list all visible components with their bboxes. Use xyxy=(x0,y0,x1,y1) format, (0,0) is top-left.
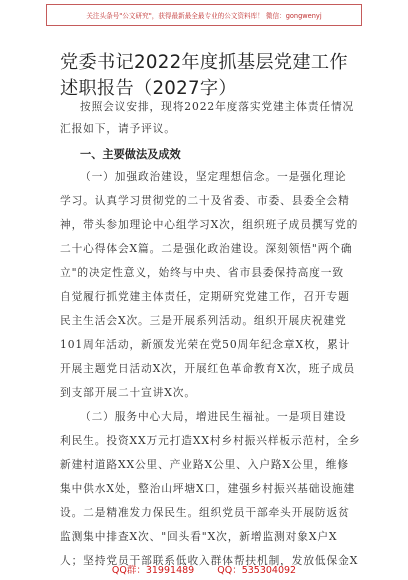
paragraph-line: 利民生。投资XX万元打造XX村乡村振兴样板示范村，全乡 xyxy=(60,434,361,447)
paragraph-line: （二）服务中心大局，增进民生福祉。一是项目建设 xyxy=(80,410,347,423)
paragraph-line: 监测集中排查X次、"回头看"X次，新增监测对象X户X xyxy=(60,530,338,543)
intro-line: 汇报如下，请予评议。 xyxy=(60,122,176,135)
paragraph-line: 新建村道路XX公里、产业路X公里、入户路X公里，维修 xyxy=(60,458,349,471)
paragraph-line: 立"的决定性意义，始终与中央、省市县委保持高度一致 xyxy=(60,266,344,279)
intro-line: 按照会议安排，现将2022年度落实党建主体责任情况 xyxy=(80,100,355,113)
paragraph-line: （一）加强政治建设，坚定理想信念。一是强化理论 xyxy=(80,170,347,183)
paragraph-line: 民主生活会X次。三是开展系列活动。组织开展庆祝建党 xyxy=(60,314,347,327)
paragraph-line: 开展主题党日活动X次，开展红色革命教育X次，班子成员 xyxy=(60,362,356,375)
paragraph-line: 神，带头参加理论中心组学习X次，组织班子成员撰写党的 xyxy=(60,218,359,231)
contact-footer xyxy=(0,562,408,576)
paragraph-line: 学习。认真学习贯彻党的二十及省委、市委、县委全会精 xyxy=(60,194,350,207)
qq-number: QQ：535304092 xyxy=(217,565,297,576)
section-heading: 一、主要做法及成效 xyxy=(80,148,181,161)
paragraph-line: 101周年活动，新颁发光荣在党50周年纪念章X枚，累计 xyxy=(60,338,351,351)
paragraph-line: 设。二是精准发力保民生。组织党员干部牵头开展防返贫 xyxy=(60,506,350,519)
qq-group-number: QQ群：31991489 xyxy=(111,565,195,576)
paragraph-line: 人；坚持党员干部联系低收入群体帮扶机制，发放低保金X xyxy=(60,554,359,567)
document-title: 党委书记2022年度抓基层党建工作述职报告（2027字） xyxy=(60,52,348,99)
paragraph-line: 自觉履行抓党建主体责任，定期研究党建工作，召开专题 xyxy=(60,290,350,303)
promo-banner: 关注头条号"公文研究"，获得最新最全最专业的公文资料库！ 微信：gongwenyj xyxy=(46,4,362,26)
paragraph-line: 二十心得体会X篇。二是强化政治建设。深刻领悟"两个确 xyxy=(60,242,353,255)
paragraph-line: 到支部开展二十宣讲X次。 xyxy=(60,386,196,399)
paragraph-line: 集中供水X处，整治山坪塘X口，建强乡村振兴基础设施建 xyxy=(60,482,356,495)
